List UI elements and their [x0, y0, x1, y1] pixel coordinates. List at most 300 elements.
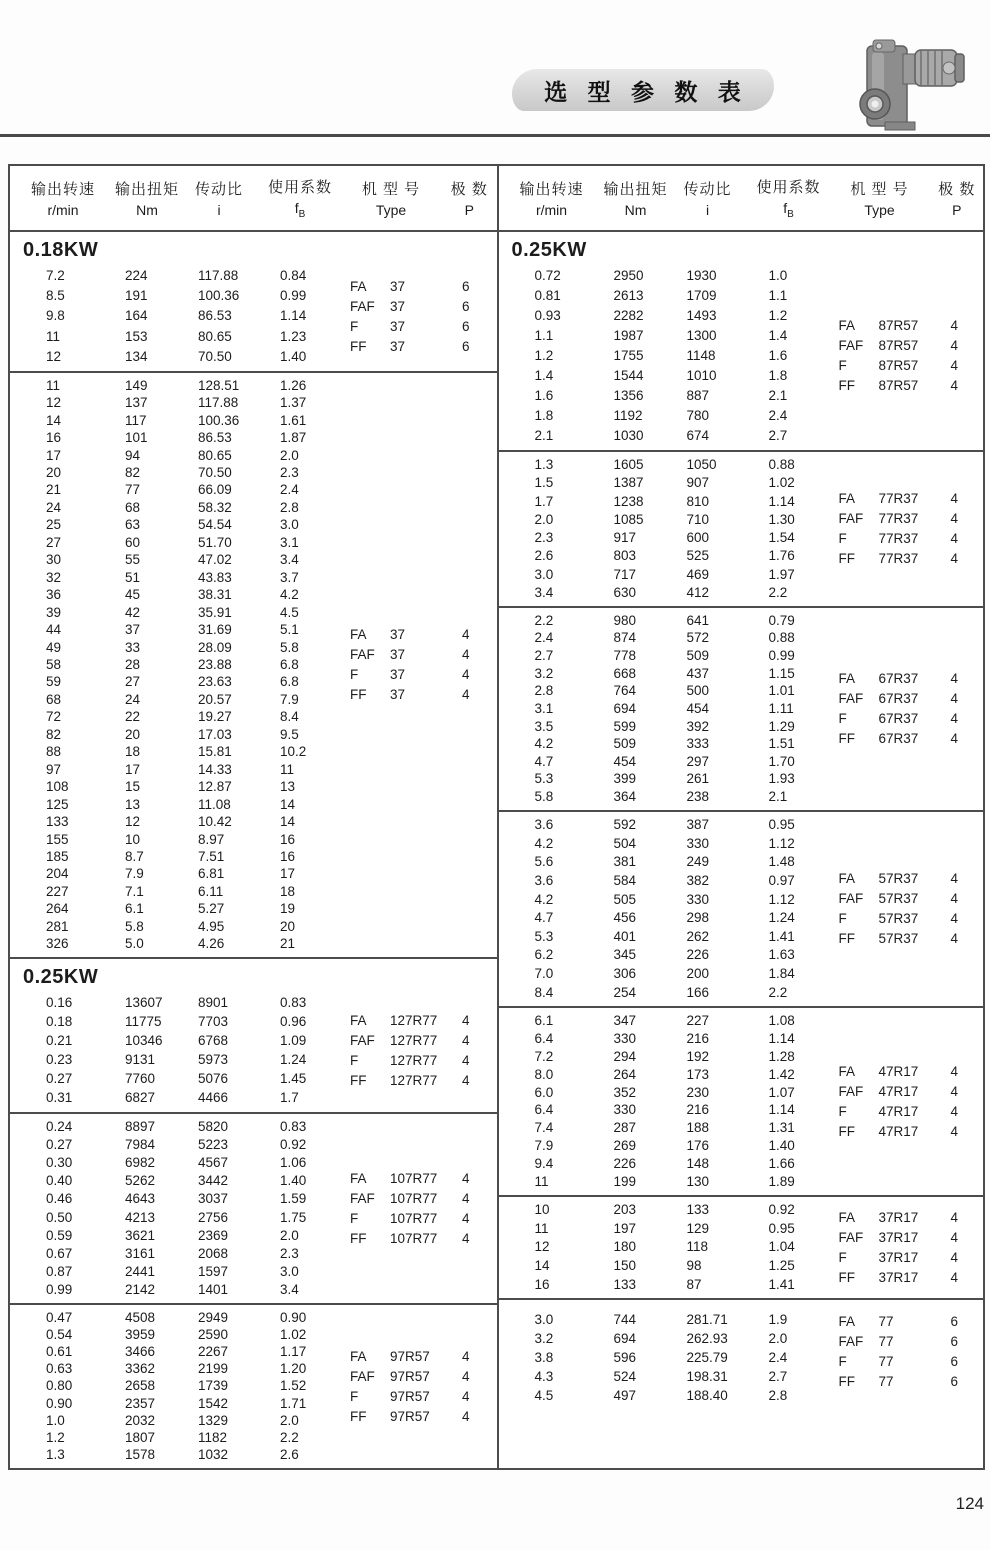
torque-value: 133	[613, 1276, 637, 1292]
type-prefix: FF	[838, 1269, 855, 1285]
speed-value: 2.6	[534, 548, 554, 564]
table-row	[499, 613, 984, 629]
speed-value: 227	[46, 883, 69, 899]
service-factor-value: 0.83	[280, 1119, 307, 1135]
service-factor-value: 18	[280, 883, 296, 899]
ratio-value: 392	[686, 718, 710, 734]
data-rows	[499, 262, 984, 450]
torque-value: 505	[613, 891, 637, 907]
type-row	[350, 625, 482, 645]
ratio-value: 129	[686, 1220, 710, 1236]
service-factor-value: 1.20	[280, 1361, 307, 1377]
speed-value: 7.2	[534, 1048, 554, 1064]
poles-value: 4	[462, 1190, 470, 1206]
torque-value: 668	[613, 665, 637, 681]
torque-value: 4643	[125, 1191, 156, 1207]
type-prefix: FF	[838, 378, 855, 393]
col-label-zh: 极 数	[450, 181, 488, 198]
torque-value: 24	[125, 691, 141, 707]
poles-value: 4	[950, 531, 959, 546]
speed-value: 5.3	[534, 771, 554, 787]
type-row	[350, 317, 482, 337]
table-row	[10, 1310, 497, 1326]
service-factor-value: 1.8	[768, 368, 788, 383]
torque-value: 330	[613, 1102, 637, 1118]
type-model: 77	[878, 1374, 894, 1389]
speed-value: 11	[46, 377, 61, 393]
torque-value: 381	[613, 854, 637, 870]
speed-value: 4.2	[534, 835, 554, 851]
torque-value: 1085	[613, 511, 644, 527]
torque-value: 94	[125, 447, 141, 463]
type-model: 107R77	[390, 1190, 438, 1206]
type-model: 87R57	[878, 378, 919, 393]
service-factor-value: 7.9	[280, 691, 299, 707]
ratio-value: 225.79	[686, 1350, 728, 1365]
ratio-value: 19.27	[198, 709, 232, 725]
title-banner	[512, 69, 774, 111]
table-row	[10, 1327, 497, 1343]
table-row	[10, 884, 497, 900]
torque-value: 2032	[125, 1412, 156, 1428]
service-factor-value: 2.0	[280, 447, 299, 463]
speed-value: 185	[46, 848, 69, 864]
poles-value: 6	[950, 1374, 959, 1389]
ratio-value: 8.97	[198, 831, 225, 847]
speed-value: 2.7	[534, 648, 554, 664]
speed-value: 68	[46, 691, 62, 707]
table-row	[10, 1430, 497, 1446]
speed-value: 0.90	[46, 1395, 73, 1411]
poles-value: 4	[950, 1249, 959, 1265]
torque-value: 1605	[613, 457, 644, 473]
type-prefix: FAF	[838, 691, 864, 706]
table-row	[10, 413, 497, 429]
service-factor-value: 2.0	[768, 1331, 788, 1346]
ratio-value: 35.91	[198, 604, 232, 620]
ratio-value: 1493	[686, 308, 717, 323]
torque-value: 199	[613, 1173, 637, 1189]
data-rows	[10, 373, 497, 957]
torque-value: 5262	[125, 1173, 156, 1189]
type-prefix: FF	[838, 1123, 855, 1139]
type-model: 127R77	[390, 1052, 438, 1068]
type-model: 87R57	[878, 358, 919, 373]
table-row	[10, 919, 497, 935]
speed-value: 1.0	[46, 1412, 65, 1428]
col-label-en: $f_B$	[294, 200, 306, 220]
service-factor-value: 1.41	[768, 1276, 795, 1292]
service-factor-value: 14	[280, 814, 296, 830]
service-factor-value: 0.90	[280, 1309, 307, 1325]
service-factor-value: 1.02	[280, 1326, 307, 1342]
table-block	[10, 959, 497, 1114]
table-row	[499, 630, 984, 646]
poles-value: 4	[950, 338, 959, 353]
speed-value: 25	[46, 517, 62, 533]
col-label-zh: 机 型 号	[361, 181, 421, 198]
service-factor-value: 5.8	[280, 639, 299, 655]
poles-value: 4	[950, 1083, 959, 1099]
speed-value: 8.5	[46, 288, 65, 304]
torque-value: 197	[613, 1220, 637, 1236]
service-factor-value: 1.12	[768, 835, 795, 851]
ratio-value: 10.42	[198, 814, 232, 830]
service-factor-value: 1.02	[768, 475, 795, 491]
col-label-en: P	[464, 202, 474, 218]
speed-value: 0.63	[46, 1361, 73, 1377]
speed-value: 5.8	[534, 789, 554, 805]
table-row	[10, 727, 497, 743]
poles-value: 4	[950, 318, 959, 333]
type-row	[839, 1352, 971, 1372]
type-model: 57R37	[878, 891, 919, 906]
type-prefix: F	[350, 1052, 359, 1068]
speed-value: 6.1	[534, 1012, 554, 1028]
ratio-value: 454	[686, 700, 710, 716]
service-factor-value: 1.9	[768, 1312, 788, 1327]
data-rows	[499, 1300, 984, 1468]
col-output-torque	[605, 166, 667, 230]
service-factor-value: 3.0	[280, 517, 299, 533]
table-row	[10, 552, 497, 568]
col-service-factor	[749, 166, 829, 230]
torque-value: 22	[125, 709, 141, 725]
table-row	[499, 754, 984, 770]
type-prefix: FF	[350, 687, 367, 702]
torque-value: 3621	[125, 1227, 156, 1243]
service-factor-value: 1.01	[768, 683, 795, 699]
poles-value: 4	[950, 1229, 959, 1245]
service-factor-value: 20	[280, 918, 296, 934]
type-model: 127R77	[390, 1072, 438, 1088]
speed-value: 125	[46, 796, 69, 812]
type-model: 37	[390, 278, 406, 294]
ratio-value: 128.51	[198, 377, 240, 393]
service-factor-value: 1.40	[280, 348, 307, 364]
table-row	[499, 966, 984, 982]
ratio-value: 43.83	[198, 569, 232, 585]
type-prefix: F	[838, 1103, 847, 1119]
service-factor-value: 1.29	[768, 718, 795, 734]
ratio-value: 780	[686, 408, 710, 423]
table-row	[10, 849, 497, 865]
type-group	[839, 669, 971, 749]
type-model: 47R17	[878, 1083, 919, 1099]
type-model: 37R17	[878, 1269, 919, 1285]
type-model: 37	[390, 338, 406, 354]
speed-value: 1.3	[534, 457, 554, 473]
gearmotor-photo	[845, 28, 970, 133]
torque-value: 2357	[125, 1395, 156, 1411]
poles-value: 4	[950, 711, 959, 726]
ratio-value: 216	[686, 1102, 710, 1118]
type-row	[839, 1102, 971, 1122]
type-model: 97R57	[390, 1348, 430, 1364]
type-prefix: FF	[350, 1408, 367, 1424]
table-block	[499, 1197, 984, 1300]
type-row	[839, 669, 971, 689]
type-model: 97R57	[390, 1388, 430, 1404]
service-factor-value: 1.24	[768, 910, 795, 926]
type-row	[839, 336, 971, 356]
table-row	[499, 567, 984, 583]
type-model: 57R37	[878, 931, 919, 946]
table-row	[10, 1282, 497, 1298]
service-factor-value: 2.4	[768, 1350, 788, 1365]
service-factor-value: 1.23	[280, 328, 307, 344]
speed-value: 58	[46, 656, 62, 672]
type-prefix: FF	[838, 731, 855, 746]
data-rows	[10, 989, 497, 1112]
service-factor-value: 1.59	[280, 1191, 307, 1207]
type-row	[350, 277, 482, 297]
ratio-value: 2590	[198, 1326, 229, 1342]
speed-value: 12	[46, 348, 62, 364]
ratio-value: 230	[686, 1084, 710, 1100]
service-factor-value: 3.4	[280, 552, 299, 568]
ratio-value: 238	[686, 789, 710, 805]
speed-value: 2.2	[534, 612, 554, 628]
torque-value: 6.1	[125, 901, 144, 917]
type-prefix: FF	[350, 1230, 367, 1246]
torque-value: 980	[613, 612, 637, 628]
ratio-value: 387	[686, 817, 710, 833]
service-factor-value: 1.14	[768, 1030, 795, 1046]
torque-value: 874	[613, 630, 637, 646]
table-row	[499, 985, 984, 1001]
type-prefix: F	[838, 1354, 847, 1369]
type-model: 37	[390, 667, 406, 682]
service-factor-value: 1.66	[768, 1156, 795, 1172]
torque-value: 9131	[125, 1052, 156, 1068]
speed-value: 3.0	[534, 566, 554, 582]
speed-value: 2.8	[534, 683, 554, 699]
poles-value: 4	[462, 647, 470, 662]
ratio-value: 188	[686, 1120, 710, 1136]
type-model: 37R17	[878, 1229, 919, 1245]
service-factor-value: 0.88	[768, 457, 795, 473]
service-factor-value: 13	[280, 779, 296, 795]
table-row	[10, 832, 497, 848]
ratio-value: 4.26	[198, 936, 225, 952]
type-row	[839, 729, 971, 749]
type-row	[839, 1208, 971, 1228]
type-prefix: FA	[350, 627, 367, 642]
service-factor-value: 2.4	[280, 482, 299, 498]
ratio-value: 5076	[198, 1071, 229, 1087]
col-label-zh: 使用系数	[756, 179, 821, 197]
col-poles	[931, 166, 984, 230]
speed-value: 8.4	[534, 984, 554, 1000]
torque-value: 3466	[125, 1344, 156, 1360]
type-model: 37R17	[878, 1249, 919, 1265]
col-type	[829, 166, 931, 230]
poles-value: 4	[950, 1123, 959, 1139]
torque-value: 694	[613, 700, 637, 716]
ratio-value: 382	[686, 873, 710, 889]
type-prefix: FA	[350, 1170, 367, 1186]
ratio-value: 133	[686, 1202, 710, 1218]
torque-value: 13607	[125, 994, 163, 1010]
table-row	[499, 585, 984, 601]
service-factor-value: 2.4	[768, 408, 788, 423]
poles-value: 4	[950, 491, 959, 506]
type-prefix: FAF	[838, 338, 864, 353]
ratio-value: 176	[686, 1138, 710, 1154]
type-prefix: F	[350, 667, 359, 682]
type-row	[839, 1372, 971, 1392]
speed-value: 3.8	[534, 1350, 554, 1365]
torque-value: 347	[613, 1012, 637, 1028]
ratio-value: 51.70	[198, 534, 232, 550]
ratio-value: 281.71	[686, 1312, 728, 1327]
table-block	[499, 608, 984, 812]
ratio-value: 5820	[198, 1119, 229, 1135]
power-section-title: 0.25KW	[23, 966, 99, 988]
speed-value: 7.2	[46, 268, 65, 284]
torque-value: 584	[613, 873, 637, 889]
torque-value: 1238	[613, 493, 644, 509]
speed-value: 11	[534, 1173, 549, 1189]
ratio-value: 3037	[198, 1191, 229, 1207]
speed-value: 6.2	[534, 947, 554, 963]
poles-value: 6	[462, 298, 470, 314]
speed-value: 0.40	[46, 1173, 73, 1189]
ratio-value: 4466	[198, 1090, 229, 1106]
ratio-value: 810	[686, 493, 710, 509]
type-row	[350, 1407, 482, 1427]
ratio-value: 1050	[686, 457, 717, 473]
torque-value: 717	[613, 566, 637, 582]
poles-value: 4	[950, 871, 959, 886]
torque-value: 803	[613, 548, 637, 564]
type-model: 47R17	[878, 1123, 919, 1139]
torque-value: 1807	[125, 1430, 156, 1446]
table-row	[10, 500, 497, 516]
col-label-en: Nm	[136, 202, 158, 218]
service-factor-value: 2.2	[768, 584, 788, 600]
torque-value: 77	[125, 482, 141, 498]
table-header-right	[497, 166, 984, 230]
type-model: 37R17	[878, 1209, 919, 1225]
speed-value: 3.4	[534, 584, 554, 600]
poles-value: 4	[950, 911, 959, 926]
col-label-zh: 输出扭矩	[603, 181, 668, 198]
torque-value: 509	[613, 736, 637, 752]
type-model: 87R57	[878, 338, 919, 353]
table-row	[10, 995, 497, 1011]
col-label-zh: 输出转速	[30, 181, 95, 198]
ratio-value: 710	[686, 511, 710, 527]
ratio-value: 330	[686, 835, 710, 851]
ratio-value: 6.81	[198, 866, 225, 882]
speed-value: 133	[46, 814, 69, 830]
table-row	[499, 817, 984, 833]
service-factor-value: 1.12	[768, 891, 795, 907]
ratio-value: 262	[686, 928, 710, 944]
service-factor-value: 2.1	[768, 789, 788, 805]
ratio-value: 525	[686, 548, 710, 564]
type-row	[350, 1387, 482, 1407]
type-group	[350, 1347, 482, 1427]
table-block	[10, 373, 497, 959]
speed-value: 2.4	[534, 630, 554, 646]
table-row	[499, 428, 984, 444]
speed-value: 7.4	[534, 1120, 554, 1136]
service-factor-value: 0.97	[768, 873, 795, 889]
table-row	[10, 814, 497, 830]
type-row	[350, 685, 482, 705]
service-factor-value: 3.0	[280, 1263, 299, 1279]
poles-value: 4	[950, 1269, 959, 1285]
table-block	[10, 1114, 497, 1305]
type-prefix: FAF	[350, 1032, 375, 1048]
service-factor-value: 16	[280, 831, 296, 847]
type-prefix: FA	[838, 318, 856, 333]
col-label-zh: 极 数	[938, 181, 976, 198]
ratio-value: 907	[686, 475, 710, 491]
table-row	[499, 408, 984, 424]
service-factor-value: 2.3	[280, 464, 299, 480]
speed-value: 326	[46, 936, 69, 952]
torque-value: 456	[613, 910, 637, 926]
type-group	[350, 1011, 482, 1091]
speed-value: 0.61	[46, 1344, 73, 1360]
speed-value: 0.54	[46, 1326, 73, 1342]
type-row	[350, 1347, 482, 1367]
col-label-zh: 传动比	[194, 181, 243, 198]
torque-value: 504	[613, 835, 637, 851]
type-group	[839, 1208, 971, 1288]
torque-value: 191	[125, 288, 148, 304]
speed-value: 108	[46, 779, 69, 795]
poles-value: 4	[462, 687, 470, 702]
speed-value: 0.46	[46, 1191, 73, 1207]
speed-value: 3.6	[534, 817, 554, 833]
type-prefix: FA	[350, 1012, 367, 1028]
speed-value: 12	[46, 395, 62, 411]
col-label-en: r/min	[47, 202, 79, 218]
table-row	[10, 1264, 497, 1280]
service-factor-value: 1.0	[768, 268, 788, 283]
ratio-value: 7.51	[198, 848, 225, 864]
ratio-value: 6.11	[198, 883, 224, 899]
ratio-value: 58.32	[198, 499, 232, 515]
torque-value: 10	[125, 831, 141, 847]
ratio-value: 12.87	[198, 779, 232, 795]
service-factor-value: 6.8	[280, 674, 299, 690]
type-row	[350, 665, 482, 685]
table-row	[499, 947, 984, 963]
speed-value: 1.5	[534, 475, 554, 491]
ratio-value: 2068	[198, 1245, 229, 1261]
service-factor-value: 0.99	[280, 288, 307, 304]
type-prefix: FAF	[838, 511, 864, 526]
type-group	[839, 1062, 971, 1142]
type-row	[350, 1011, 482, 1031]
speed-value: 8.0	[534, 1066, 554, 1082]
ratio-value: 23.88	[198, 656, 232, 672]
type-model: 107R77	[390, 1230, 438, 1246]
ratio-value: 117.88	[198, 395, 239, 411]
ratio-value: 70.50	[198, 348, 232, 364]
data-rows	[10, 1305, 497, 1468]
table-row	[499, 648, 984, 664]
type-model: 77	[878, 1334, 894, 1349]
service-factor-value: 1.48	[768, 854, 795, 870]
torque-value: 10346	[125, 1032, 163, 1048]
